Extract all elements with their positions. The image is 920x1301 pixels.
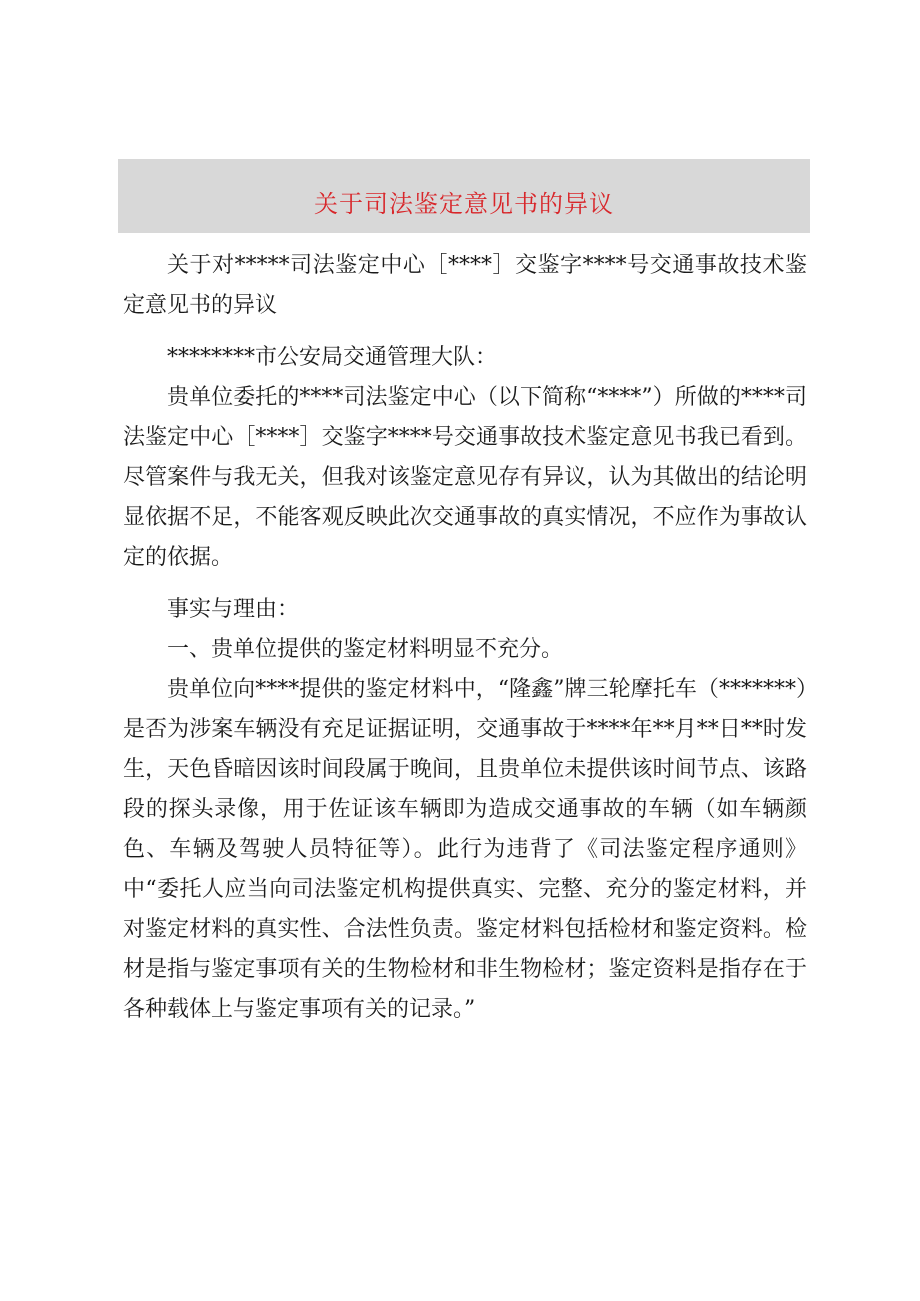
salutation: ********市公安局交通管理大队： <box>167 345 498 370</box>
point-one-heading: 一、贵单位提供的鉴定材料明显不充分。 <box>167 637 564 662</box>
point-one-body: 贵单位向****提供的鉴定材料中，“隆鑫”牌三轮摩托车（*******）是否为涉案车辆没有充足证据证明，交通事故于****年**月**日**时发生，天色昏暗因该时间段属于晚间，且贵单位未提供该时间节点、该路段的探头录像，用于佐证该车辆即为造成交通事故的车辆（如车辆颜色、车辆及驾驶人员特征等）。此行为违背了《司法鉴定程序通则》中“委托人应当向司法鉴定机构提供真实、完整、充分的鉴定材料，并对鉴定材料的真实性、合法性负责。鉴定材料包括检材和鉴定资料。检材是指与鉴定事项有关的生物检材和非生物检材；鉴定资料是指存在于各种载体上与鉴定事项有关的记录。” <box>123 677 807 1022</box>
document-body <box>123 246 807 1030</box>
section-heading-facts: 事实与理由： <box>167 597 300 622</box>
title-band <box>118 159 810 233</box>
subject-line: 关于对*****司法鉴定中心［****］交鉴字****号交通事故技术鉴定意见书的异议 <box>123 253 807 318</box>
opening-paragraph: 贵单位委托的****司法鉴定中心（以下简称“****”）所做的****司法鉴定中心［****］交鉴字****号交通事故技术鉴定意见书我已看到。尽管案件与我无关，但我对该鉴定意见存有异议，认为其做出的结论明显依据不足，不能客观反映此次交通事故的真实情况，不应作为事故认定的依据。 <box>123 385 807 570</box>
document-title: 关于司法鉴定意见书的异议 <box>314 189 614 218</box>
